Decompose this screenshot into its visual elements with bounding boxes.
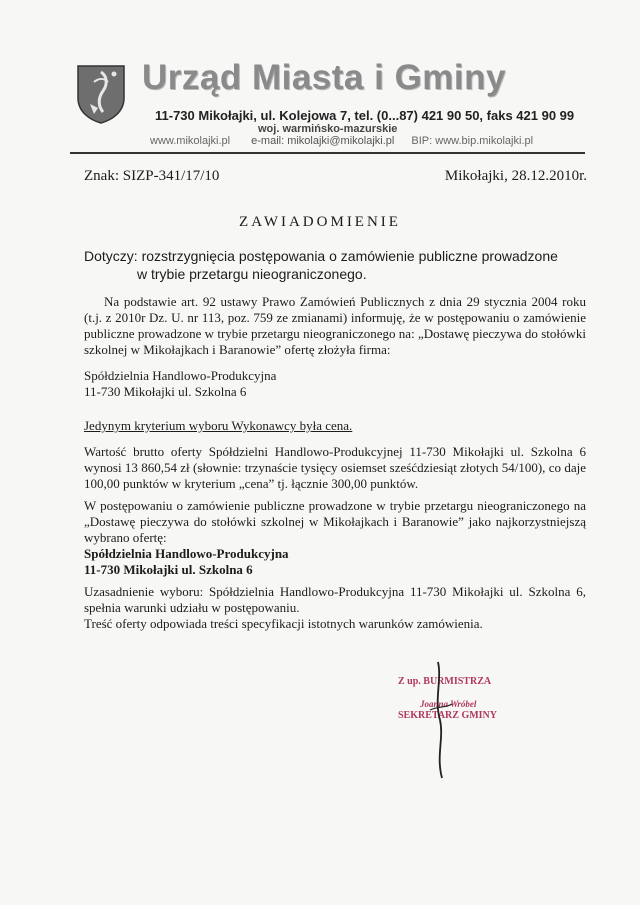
- office-contacts: [150, 135, 533, 147]
- paragraph-offer-value: Wartość brutto oferty Spółdzielni Handlowo-Produkcyjnej 11-730 Mikołajki ul. Szkolna 6 wynosi 13 860,54 zł (słownie: trzynaście tysięcy osiemset sześćdziesiąt złotych 54/100), co daje 100,00 punktów w kryterium „cena” tj. łącznie 300,00 punktów.: [84, 444, 586, 491]
- reference-number: Znak: SIZP-341/17/10: [84, 168, 220, 184]
- letter-title: ZAWIADOMIENIE: [239, 214, 401, 230]
- header-divider: [70, 152, 585, 154]
- subject-line-1: Dotyczy: rozstrzygnięcia postępowania o zamówienie publiczne prowadzone: [84, 248, 558, 264]
- winner-address: 11-730 Mikołajki ul. Szkolna 6: [84, 562, 253, 577]
- office-address: 11-730 Mikołajki, ul. Kolejowa 7, tel. (0...87) 421 90 50, faks 421 90 99: [155, 108, 575, 123]
- winner-block: [84, 498, 586, 578]
- justification: Uzasadnienie wyboru: Spółdzielnia Handlowo-Produkcyjna 11-730 Mikołajki ul. Szkolna 6, spełnia warunki udziału w postępowaniu.: [84, 584, 586, 615]
- handwritten-signature: [420, 660, 460, 780]
- bidder-name: Spółdzielnia Handlowo-Produkcyjna: [84, 368, 277, 383]
- justification-block: [84, 584, 586, 632]
- coat-of-arms-fish-icon: [76, 64, 126, 124]
- signature-position: SEKRETARZ GMINY: [398, 710, 497, 721]
- conformity-statement: Treść oferty odpowiada treści specyfikacji istotnych warunków zamówienia.: [84, 616, 483, 631]
- paragraph-selection: W postępowaniu o zamówienie publiczne prowadzone w trybie przetargu nieograniczonego na „Dostawę pieczywa do stołówki szkolnej w Mikołajkach i Baranowie” jako najkorzystniejszą wybrano ofertę:: [84, 498, 586, 545]
- place-date: Mikołajki, 28.12.2010r.: [444, 168, 587, 184]
- bidder-block: [84, 368, 586, 400]
- office-voivodeship: woj. warmińsko-mazurskie: [258, 123, 398, 135]
- bidder-address: 11-730 Mikołajki ul. Szkolna 6: [84, 384, 247, 399]
- bip-link[interactable]: BIP: www.bip.mikolajki.pl: [411, 135, 534, 147]
- website-link[interactable]: www.mikolajki.pl: [150, 135, 231, 147]
- winner-name: Spółdzielnia Handlowo-Produkcyjna: [84, 546, 289, 561]
- office-name: Urząd Miasta i Gminy: [142, 58, 506, 97]
- signature-name: Joanna Wróbel: [420, 699, 477, 709]
- signature-authority: Z up. BURMISTRZA: [398, 676, 492, 687]
- email-link[interactable]: e-mail: mikolajki@mikolajki.pl: [251, 135, 395, 147]
- subject: [84, 247, 584, 283]
- paragraph-legal-basis: Na podstawie art. 92 ustawy Prawo Zamówień Publicznych z dnia 29 stycznia 2004 roku (t.j. z 2010r Dz. U. nr 113, poz. 759 ze zmianami) informuję, że w postępowaniu o zamówienie publiczne prowadzone w trybie przetargu nieograniczonego na: „Dostawę pieczywa do stołówki szkolnej w Mikołajkach i Baranowie” ofertę złożyła firma:: [84, 294, 586, 357]
- criterion-statement: Jedynym kryterium wyboru Wykonawcy była cena.: [84, 418, 353, 433]
- subject-line-2: w trybie przetargu nieograniczonego.: [137, 266, 367, 282]
